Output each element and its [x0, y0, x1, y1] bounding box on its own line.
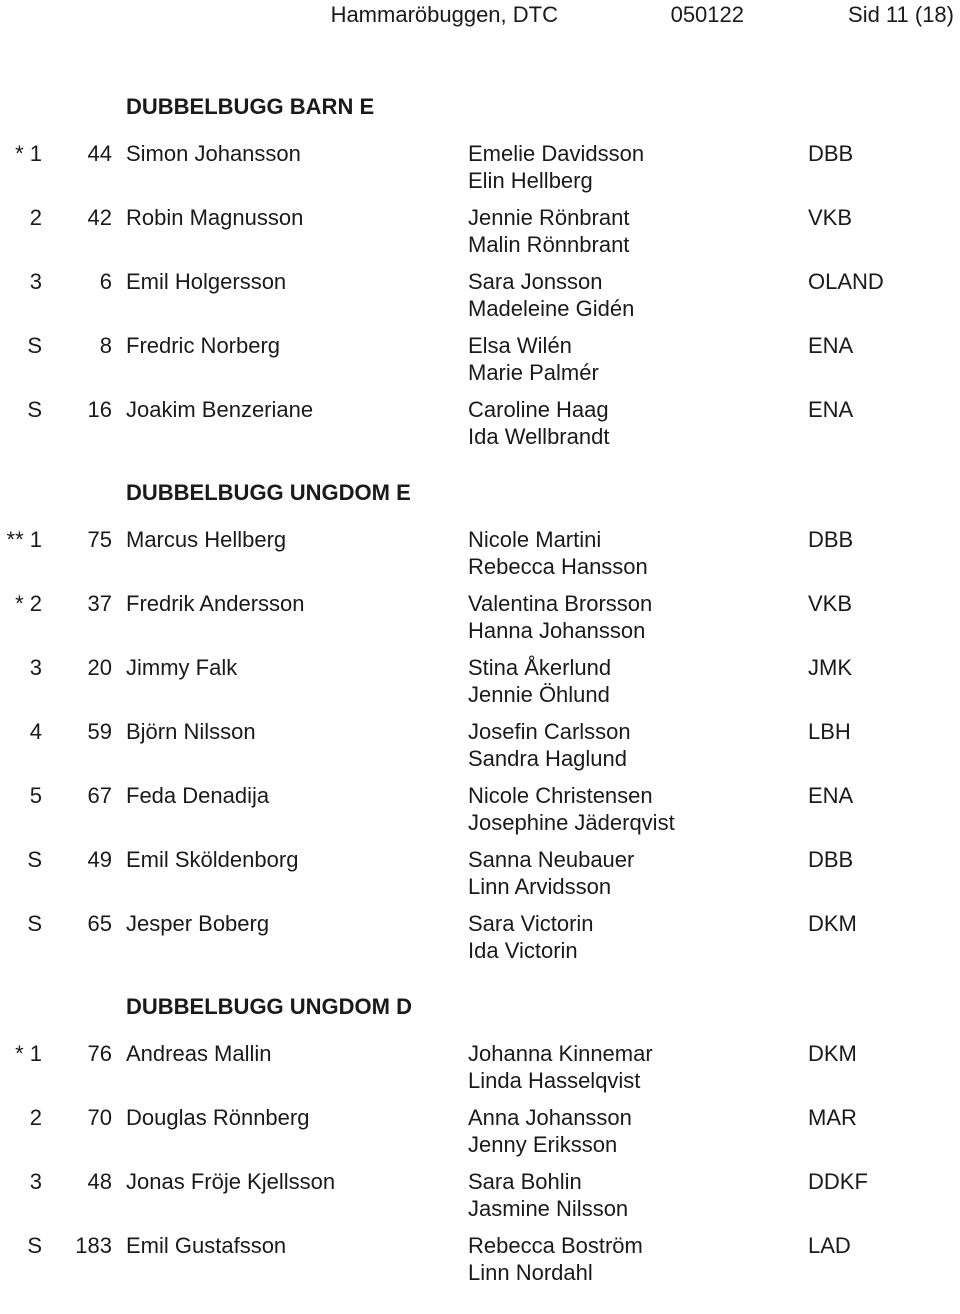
partner-name: Josefin Carlsson — [468, 719, 631, 744]
leader-name: Emil Holgersson — [126, 269, 287, 294]
result-row — [0, 1040, 960, 1104]
result-row — [0, 332, 960, 396]
partner-name: Sandra Haglund — [468, 746, 628, 771]
partner-name: Nicole Martini — [468, 527, 602, 552]
partner-name: Valentina Brorsson — [468, 591, 653, 616]
leader-name: Simon Johansson — [126, 141, 301, 166]
leader-name: Robin Magnusson — [126, 205, 304, 230]
leader-name: Andreas Mallin — [126, 1041, 272, 1066]
partner-name: Sanna Neubauer — [468, 847, 635, 872]
leader-name: Fredrik Andersson — [126, 591, 305, 616]
results-section — [0, 992, 960, 1296]
start-number: 44 — [87, 141, 112, 166]
partner-name: Johanna Kinnemar — [468, 1041, 653, 1066]
partner-name: Anna Johansson — [468, 1105, 632, 1130]
partner-name: Elsa Wilén — [468, 333, 572, 358]
results-list — [0, 92, 960, 1314]
club-code: MAR — [808, 1105, 857, 1130]
placement: * 1 — [15, 141, 42, 166]
placement: 5 — [29, 783, 42, 808]
partner-name: Sara Victorin — [468, 911, 594, 936]
partner-name: Nicole Christensen — [468, 783, 653, 808]
result-row — [0, 590, 960, 654]
leader-name: Fredric Norberg — [126, 333, 281, 358]
partner-name: Sara Jonsson — [468, 269, 603, 294]
result-row — [0, 1232, 960, 1296]
leader-name: Emil Gustafsson — [126, 1233, 287, 1258]
result-row — [0, 140, 960, 204]
result-row — [0, 1104, 960, 1168]
leader-name: Marcus Hellberg — [126, 527, 287, 552]
club-code: LBH — [808, 719, 851, 744]
club-code: VKB — [808, 591, 853, 616]
placement: S — [27, 847, 42, 872]
leader-name: Feda Denadija — [126, 783, 270, 808]
start-number: 20 — [87, 655, 112, 680]
club-code: DBB — [808, 527, 854, 552]
results-section — [0, 478, 960, 974]
placement: 3 — [29, 655, 42, 680]
leader-name: Jesper Boberg — [126, 911, 270, 936]
start-number: 70 — [87, 1105, 112, 1130]
result-row — [0, 1168, 960, 1232]
club-code: DKM — [808, 1041, 857, 1066]
placement: S — [27, 397, 42, 422]
partner-name: Sara Bohlin — [468, 1169, 582, 1194]
club-code: DBB — [808, 141, 854, 166]
partner-name: Stina Åkerlund — [468, 655, 612, 680]
result-row — [0, 526, 960, 590]
start-number: 76 — [87, 1041, 112, 1066]
start-number: 49 — [87, 847, 112, 872]
placement: * 1 — [15, 1041, 42, 1066]
partner-name: Hanna Johansson — [468, 618, 646, 643]
club-code: DKM — [808, 911, 857, 936]
result-row — [0, 396, 960, 460]
result-row — [0, 268, 960, 332]
result-row — [0, 654, 960, 718]
section-title: DUBBELBUGG UNGDOM D — [126, 994, 412, 1019]
partner-name: Josephine Jäderqvist — [468, 810, 675, 835]
partner-name: Linda Hasselqvist — [468, 1068, 641, 1093]
partner-name: Jasmine Nilsson — [468, 1196, 629, 1221]
partner-name: Jennie Rönbrant — [468, 205, 630, 230]
partner-name: Rebecca Hansson — [468, 554, 648, 579]
partner-name: Caroline Haag — [468, 397, 609, 422]
club-code: DDKF — [808, 1169, 868, 1194]
start-number: 42 — [87, 205, 112, 230]
page-header — [0, 0, 960, 30]
club-code: VKB — [808, 205, 853, 230]
section-title: DUBBELBUGG BARN E — [126, 94, 375, 119]
partner-name: Jennie Öhlund — [468, 682, 610, 707]
start-number: 75 — [87, 527, 112, 552]
venue-title: Hammaröbuggen, DTC — [330, 2, 558, 27]
start-number: 8 — [99, 333, 112, 358]
placement: S — [27, 333, 42, 358]
placement: 2 — [29, 205, 42, 230]
page-number: Sid 11 (18) — [848, 2, 954, 27]
partner-name: Ida Wellbrandt — [468, 424, 610, 449]
start-number: 16 — [87, 397, 112, 422]
result-row — [0, 204, 960, 268]
start-number: 65 — [87, 911, 112, 936]
section-title: DUBBELBUGG UNGDOM E — [126, 480, 411, 505]
partner-name: Elin Hellberg — [468, 168, 593, 193]
results-section — [0, 92, 960, 460]
placement: ** 1 — [6, 527, 42, 552]
start-number: 48 — [87, 1169, 112, 1194]
result-row — [0, 718, 960, 782]
placement: 3 — [29, 1169, 42, 1194]
partner-name: Emelie Davidsson — [468, 141, 645, 166]
leader-name: Björn Nilsson — [126, 719, 256, 744]
club-code: LAD — [808, 1233, 851, 1258]
club-code: JMK — [808, 655, 852, 680]
event-date: 050122 — [670, 2, 744, 27]
leader-name: Jimmy Falk — [126, 655, 238, 680]
club-code: ENA — [808, 333, 854, 358]
leader-name: Douglas Rönnberg — [126, 1105, 310, 1130]
partner-name: Malin Rönnbrant — [468, 232, 630, 257]
partner-name: Rebecca Boström — [468, 1233, 643, 1258]
placement: * 2 — [15, 591, 42, 616]
start-number: 59 — [87, 719, 112, 744]
partner-name: Jenny Eriksson — [468, 1132, 618, 1157]
start-number: 37 — [87, 591, 112, 616]
placement: 4 — [29, 719, 42, 744]
partner-name: Marie Palmér — [468, 360, 599, 385]
result-row — [0, 910, 960, 974]
placement: S — [27, 1233, 42, 1258]
club-code: ENA — [808, 783, 854, 808]
result-row — [0, 782, 960, 846]
leader-name: Emil Sköldenborg — [126, 847, 299, 872]
leader-name: Joakim Benzeriane — [126, 397, 314, 422]
placement: 3 — [29, 269, 42, 294]
start-number: 6 — [99, 269, 112, 294]
club-code: DBB — [808, 847, 854, 872]
partner-name: Ida Victorin — [468, 938, 578, 963]
leader-name: Jonas Fröje Kjellsson — [126, 1169, 336, 1194]
partner-name: Madeleine Gidén — [468, 296, 635, 321]
result-row — [0, 846, 960, 910]
placement: 2 — [29, 1105, 42, 1130]
club-code: ENA — [808, 397, 854, 422]
placement: S — [27, 911, 42, 936]
partner-name: Linn Nordahl — [468, 1260, 593, 1285]
start-number: 67 — [87, 783, 112, 808]
start-number: 183 — [75, 1233, 112, 1258]
club-code: OLAND — [808, 269, 884, 294]
partner-name: Linn Arvidsson — [468, 874, 612, 899]
